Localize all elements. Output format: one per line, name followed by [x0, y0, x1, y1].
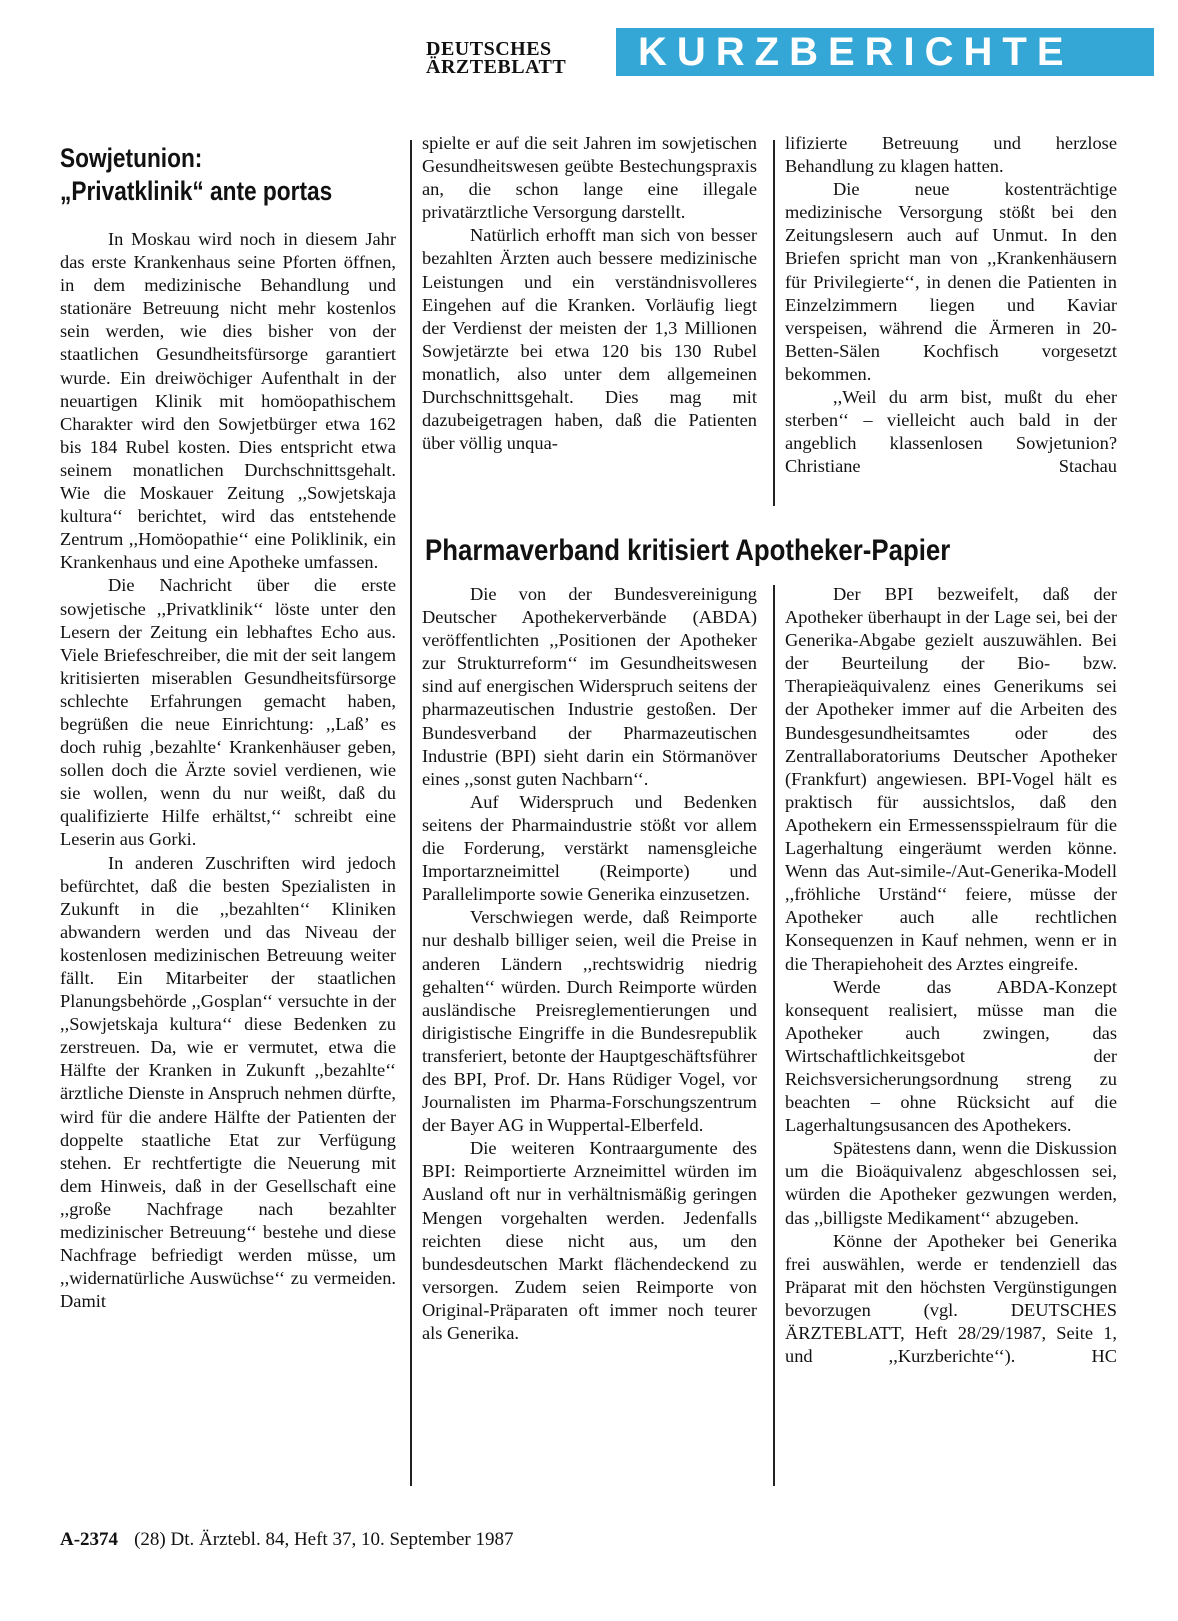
- page-footer: [60, 1529, 513, 1551]
- column-rule-3: [773, 585, 775, 1486]
- paragraph: Die weiteren Kontraargumente des BPI: Reimportierte Arzneimittel würden im Ausland oft nur in verhältnismäßig geringen Mengen vorgehalten werden. Jedenfalls reichten diese nicht aus, um den bundesdeutschen Markt flächendeckend zu versorgen. Zudem seien Reimporte von Original-Präparaten oft immer noch teurer als Generika.: [422, 1138, 757, 1343]
- paragraph: Werde das ABDA-Konzept konsequent realisiert, müsse man die Apotheker auch zwingen, das Wirtschaftlichkeitsgebot der Reichsversicherungsordnung streng zu beachten – ohne Rücksicht auf die Lagerhaltungsusancen des Apothekers.: [785, 976, 1117, 1136]
- paragraph: In Moskau wird noch in diesem Jahr das erste Krankenhaus seine Pforten öffnen, in dem medizinische Behandlung und stationäre Betreuung nicht mehr kostenlos sein werden, wie dies bisher von der staatlichen Gesundheitsfürsorge garantiert wurde. Ein dreiwöchiger Aufenthalt in der neuartigen Klinik mit homöopathischem Charakter wird den Sowjetbürger etwa 162 bis 184 Rubel kosten. Dies entspricht etwa seinem monatlichen Durchschnittsgehalt. Wie die Moskauer Zeitung ,,Sowjetskaja kultura‘‘ berichtet, wird das entstehende Zentrum ,,Homöopathie‘‘ eine Poliklinik, ein Krankenhaus und eine Apotheke umfassen.: [60, 229, 396, 573]
- section-banner: [616, 28, 1154, 76]
- paragraph-with-signature: ,,Weil du arm bist, mußt du eher sterben‘‘ – vielleicht auch bald in der angeblich klassenlosen Sowjetunion? Christiane Stachau: [785, 387, 1117, 477]
- article2-column-1: [422, 583, 757, 1345]
- paragraph-with-signature: Könne der Apotheker bei Generika frei auswählen, werde er tendenziell das Präparat mit den höchsten Vergünstigungen bevorzugen (vgl. DEUTSCHES ÄRZTEBLATT, Heft 28/29/1987, Seite 1, und ,,Kurzberichte‘‘). HC: [785, 1230, 1117, 1367]
- paragraph: Die Nachricht über die erste sowjetische ,,Privatklinik‘‘ löste unter den Lesern der Zeitung ein lebhaftes Echo aus. Viele Briefeschreiber, die mit der seit langem kritisierten miserablen Gesundheitsfürsorge schlechte Erfahrungen gemacht haben, begrüßen die neue Einrichtung: ,,Laß’ es doch ruhig ‚bezahlte‘ Krankenhäuser geben, sollen doch die Ärzte soviel verdienen, wie sie wollen, wenn du nur weißt, daß du qualifizierte Hilfe erhältst,‘‘ schreibt eine Leserin aus Gorki.: [60, 575, 396, 850]
- paragraph: Verschwiegen werde, daß Reimporte nur deshalb billiger seien, weil die Preise in anderen Ländern ,,rechtswidrig niedrig gehalten‘‘ würden. Durch Reimporte würden ausländische Preisreglementierungen und dirigistische Eingriffe in die Bundesrepublik transferiert, betonte der Hauptgeschäftsführer des BPI, Prof. Dr. Hans Rüdiger Vogel, vor Journalisten im Pharma-Forschungszentrum der Bayer AG in Wuppertal-Elberfeld.: [422, 907, 757, 1136]
- article2-headline: Pharmaverband kritisiert Apotheker-Papier: [425, 534, 951, 567]
- paragraph: In anderen Zuschriften wird jedoch befürchtet, daß die besten Spezialisten in Zukunft in die ,,bezahlten‘‘ Kliniken abwandern werden und das Niveau der kostenlosen medizinischen Betreuung weiter fällt. Ein Mitarbeiter der staatlichen Planungsbehörde ,,Gosplan‘‘ versuchte in der ,,Sowjetskaja kultura‘‘ diese Bedenken zu zerstreuen. Da, wie er vermutet, etwa die Hälfte der Kranken in Zukunft ,,bezahlte‘‘ ärztliche Dienste in Anspruch nehmen dürfte, wird für die andere Hälfte der Patienten der doppelte staatliche Etat zur Verfügung stehen. Er rechtfertigte die Neuerung mit dem Hinweis, daß in der Gesellschaft eine ,,große Nachfrage nach bezahlter medizinischer Betreuung‘‘ bestehe und diese Nachfrage befriedigt werden müsse, um ,,widernatürliche Auswüchse‘‘ zu vermeiden. Damit: [60, 852, 396, 1312]
- paragraph: lifizierte Betreuung und herzlose Behandlung zu klagen hatten.: [785, 133, 1117, 177]
- article2-column-2: [785, 583, 1117, 1368]
- paragraph: Auf Widerspruch und Bedenken seitens der Pharmaindustrie stößt vor allem die Forderung, verstärkt namensgleiche Importarzneimittel (Reimporte) und Parallelimporte sowie Generika einzusetzen.: [422, 791, 757, 905]
- article1-column-3: [785, 132, 1117, 478]
- citation: (28) Dt. Ärztebl. 84, Heft 37, 10. September 1987: [134, 1529, 514, 1550]
- paragraph: Spätestens dann, wenn die Diskussion um die Bioäquivalenz abgeschlossen sei, würden die Apotheker gezwungen werden, das ,,billigste Medikament‘‘ abzugeben.: [785, 1138, 1117, 1228]
- article1-headline-line2: „Privatklinik“ ante portas: [60, 176, 333, 206]
- magazine-name-line1: DEUTSCHES: [426, 38, 552, 60]
- paragraph: Die von der Bundesvereinigung Deutscher Apothekerverbände (ABDA) veröffentlichten ,,Positionen der Apotheker zur Strukturreform‘‘ im Gesundheitswesen sind auf energischen Widerspruch seitens der pharmazeutischen Industrie gestoßen. Der Bundesverband der Pharmazeutischen Industrie (BPI) sieht darin ein Störmanöver eines ,,sonst guten Nachbarn‘‘.: [422, 584, 757, 789]
- article1-headline: [60, 142, 346, 208]
- paragraph: Natürlich erhofft man sich von besser bezahlten Ärzten auch bessere medizinische Leistungen und ein verständnisvolleres Eingehen auf die Kranken. Vorläufig liegt der Verdienst der meisten der 1,3 Millionen Sowjetärzte bei etwa 120 bis 130 Rubel monatlich, also unter dem allgemeinen Durchschnittsgehalt. Dies mag mit dazubeigetragen haben, daß die Patienten über völlig unqua-: [422, 225, 757, 454]
- paragraph: Die neue kostenträchtige medizinische Versorgung stößt bei den Zeitungslesern auch auf Unmut. In den Briefen spricht man von ,,Krankenhäusern für Privilegierte‘‘, in denen die Patienten in Einzelzimmern liegen und Kaviar verspeisen, während die Ärmeren in 20-Betten-Sälen Kochfisch vorgesetzt bekommen.: [785, 179, 1117, 384]
- magazine-name: [426, 40, 604, 76]
- column-rule-1: [410, 140, 412, 1486]
- article1-headline-line1: Sowjetunion:: [60, 143, 203, 173]
- article1-column-1: [60, 228, 396, 1313]
- masthead: [426, 28, 1154, 76]
- page-number: A-2374: [60, 1529, 119, 1550]
- magazine-name-line2: ÄRZTEBLATT: [426, 56, 567, 78]
- paragraph: spielte er auf die seit Jahren im sowjetischen Gesundheitswesen geübte Bestechungspraxis an, die schon lange eine illegale privatärztliche Versorgung darstellt.: [422, 133, 757, 223]
- article1-column-2: [422, 132, 757, 455]
- column-rule-2: [773, 140, 775, 506]
- paragraph: Der BPI bezweifelt, daß der Apotheker überhaupt in der Lage sei, bei der Generika-Abgabe gezielt auszuwählen. Bei der Beurteilung der Bio- bzw. Therapieäquivalenz eines Generikums sei der Apotheker immer auf die Arbeiten des Bundesgesundheitsamtes oder des Zentrallaboratoriums Deutscher Apotheker (Frankfurt) angewiesen. BPI-Vogel hält es praktisch für aussichtslos, daß den Apothekern ein Ermessensspielraum für die Lagerhaltung eingeräumt werden könne. Wenn das Aut-simile-/Aut-Generika-Modell ,,fröhliche Urständ‘‘ feiere, müsse der Apotheker auch alle rechtlichen Konsequenzen in Kauf nehmen, wenn er in die Therapiehoheit des Arztes eingreife.: [785, 584, 1117, 974]
- section-title: KURZBERICHTE: [638, 30, 1074, 74]
